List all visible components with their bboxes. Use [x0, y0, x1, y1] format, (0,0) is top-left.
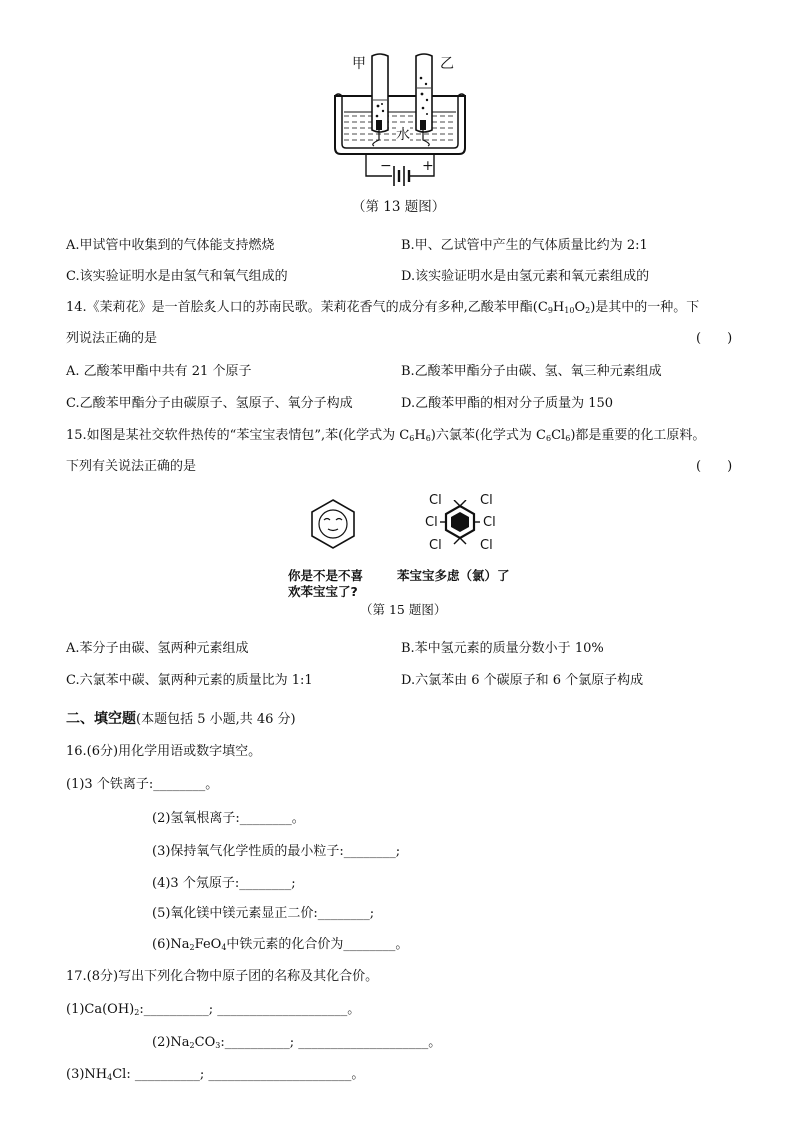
benzene-face-icon: [308, 498, 358, 550]
q15-stem-line2: 下列有关说法正确的是: [66, 459, 197, 474]
benzene-caption-line1: 你是不是不喜: [288, 568, 364, 583]
q14-option-c: C.乙酸苯甲酯分子由碳原子、氢原子、氧分子构成: [66, 396, 353, 411]
hexachlorobenzene-caption: 苯宝宝多虑（氯）了: [397, 568, 510, 583]
cl-label-bottom-left: Cl: [429, 538, 442, 553]
q15-option-d: D.六氯苯由 6 个碳原子和 6 个氯原子构成: [401, 673, 644, 688]
q17-item-2[interactable]: $(2)Na_2CO_3:\_\_\_\_\_\_\_\_\_\_$; ____________________。: [152, 1035, 442, 1050]
positive-terminal-sign: +: [422, 158, 434, 174]
water-label: 水: [396, 127, 410, 143]
section-2-title: 二、填空题: [66, 711, 136, 727]
q16-item-1[interactable]: (1)3 个铁离子:________。: [66, 777, 219, 792]
q17-stem: 17.(8分)写出下列化合物中原子团的名称及其化合价。: [66, 969, 379, 984]
section-2-heading: [66, 708, 296, 729]
q15-option-c: C.六氯苯中碳、氯两种元素的质量比为 1:1: [66, 673, 313, 688]
q14-stem-line2: 列说法正确的是: [66, 331, 158, 346]
negative-terminal-sign: −: [380, 158, 392, 174]
q14-option-a: A. 乙酸苯甲酯中共有 21 个原子: [66, 364, 252, 379]
section-2-note: (本题包括 5 小题,共 46 分): [136, 712, 296, 727]
q16-item-2[interactable]: (2)氢氧根离子:________。: [152, 811, 305, 826]
q13-option-d: D.该实验证明水是由氢元素和氧元素组成的: [401, 269, 650, 284]
q14-option-d: D.乙酸苯甲酯的相对分子质量为 150: [401, 396, 614, 411]
cl-label-top-right: Cl: [480, 493, 493, 508]
q14-stem-line1: 14.《茉莉花》是一首脍炙人口的苏南民歌。茉莉花香气的成分有多种,乙酸苯甲酯$(C_9H_{10}O_2)$是其中的一种。下: [66, 300, 700, 315]
hexachlorobenzene-ring-icon: [440, 500, 480, 546]
figure-15-caption: （第 15 题图）: [360, 602, 447, 617]
cl-label-left: Cl: [425, 515, 438, 530]
cl-label-bottom-right: Cl: [480, 538, 493, 553]
q17-item-1[interactable]: $(1)Ca(OH)_2:\_\_\_\_\_\_\_\_\_\_$; ____________________。: [66, 1002, 361, 1017]
tube-label-jia: 甲: [352, 56, 366, 72]
hexachlorobenzene-figure: [440, 500, 480, 546]
q16-item-4[interactable]: (4)3 个氖原子:________;: [152, 876, 296, 891]
q13-option-a: A.甲试管中收集到的气体能支持燃烧: [66, 238, 275, 253]
cl-label-right: Cl: [483, 515, 496, 530]
q15-option-b: B.苯中氢元素的质量分数小于 10%: [401, 641, 604, 656]
benzene-face-figure: [308, 498, 358, 550]
q16-item-5[interactable]: (5)氧化镁中镁元素显正二价:________;: [152, 906, 375, 921]
benzene-caption-line2: 欢苯宝宝了?: [288, 584, 358, 599]
figure-13-caption: （第 13 题图）: [352, 199, 446, 215]
q14-answer-paren[interactable]: ( ): [696, 331, 733, 346]
q13-option-c: C.该实验证明水是由氢气和氧气组成的: [66, 269, 288, 284]
q13-option-b: B.甲、乙试管中产生的气体质量比约为 2:1: [401, 238, 648, 253]
q16-item-6[interactable]: $(6)Na_2FeO_4$中铁元素的化合价为________。: [152, 937, 409, 952]
q17-item-3[interactable]: $(3)NH_4Cl$: __________; ______________________。: [66, 1067, 365, 1082]
q16-stem: 16.(6分)用化学用语或数字填空。: [66, 744, 262, 759]
q15-option-a: A.苯分子由碳、氢两种元素组成: [66, 641, 249, 656]
tube-label-yi: 乙: [440, 56, 454, 72]
cl-label-top-left: Cl: [429, 493, 442, 508]
q15-stem-line1: 15.如图是某社交软件热传的“苯宝宝表情包”,苯(化学式为 $C_6H_6$)六氯苯(化学式为 $C_6Cl_6$)都是重要的化工原料。: [66, 428, 706, 443]
q14-option-b: B.乙酸苯甲酯分子由碳、氢、氧三种元素组成: [401, 364, 662, 379]
q15-answer-paren[interactable]: ( ): [696, 459, 733, 474]
q16-item-3[interactable]: (3)保持氧气化学性质的最小粒子:________;: [152, 844, 401, 859]
